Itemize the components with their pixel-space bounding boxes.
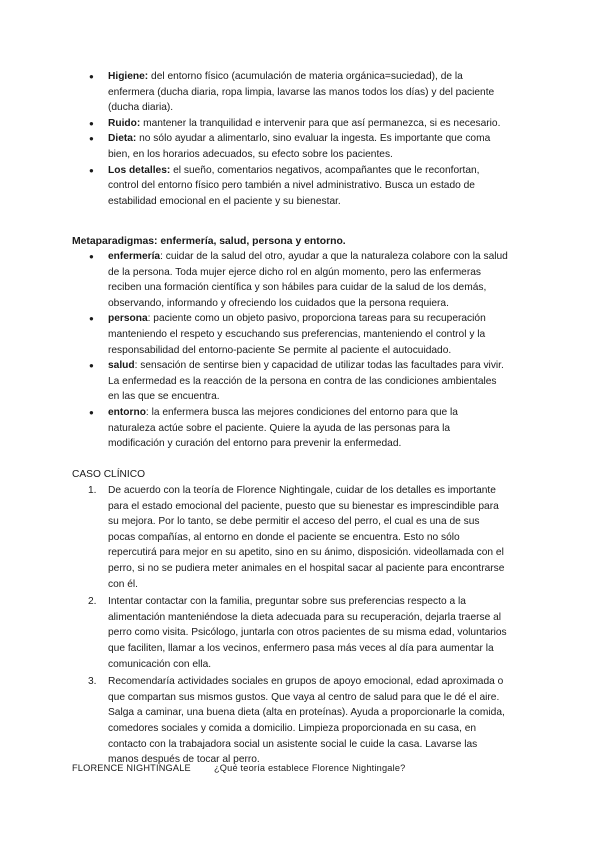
item-text: Recomendaría actividades sociales en grupos de apoyo emocional, edad aproximada o que compartan sus mismos gustos. Que vaya al centro de salud para que le dé el aire. Salga a caminar, una buena dieta (alta en proteínas). Ayuda a proporcionarle la comida, comedores sociales y comida a domicilio. Limpieza proporcionada en su casa, en contacto con la trabajadora social un asistente social le cuide la casa. Lavarse las manos después de tocar al perro. (108, 676, 505, 766)
metaparadigmas-section (0, 249, 600, 452)
entorno-factors-section (0, 69, 600, 209)
list-item-term: enfermería (108, 251, 161, 262)
list-item (0, 163, 600, 210)
caso-clinico-list (0, 483, 600, 770)
list-item (0, 311, 600, 358)
list-item (0, 249, 600, 311)
list-item-term: Los detalles: (108, 164, 171, 176)
list-item-term: persona (108, 313, 148, 325)
list-item-term: Ruido: (108, 117, 141, 129)
metaparadigmas-list (0, 249, 600, 452)
list-item-text: : sensación de sentirse bien y capacidad de utilizar todas las facultades para vivir. La enfermedad es la reacción de la persona en contra de las condiciones ambientales en las que se encuentra. (108, 360, 504, 403)
item-number: 3. (88, 676, 97, 688)
list-item-text: mantener la tranquilidad e intervenir para que así permanezca, si es necesario. (140, 117, 501, 129)
list-item-text: del entorno físico (acumulación de materia orgánica=suciedad), de la enfermera (ducha diaria, ropa limpia, lavarse las manos todos los días) y del paciente (ducha diaria). (108, 71, 495, 114)
list-item-term: entorno (108, 406, 146, 418)
list-item-text: : paciente como un objeto pasivo, proporciona tareas para su recuperación manteniendo el respeto y escuchando sus preferencias, manteniendo el control y la responsabilidad del entorno-paciente Se permite al paciente el autocuidado. (108, 313, 486, 356)
footer-question: ¿Qué teoría establece Florence Nightingale? (214, 763, 406, 773)
item-number: 2. (88, 596, 97, 608)
item-number: 1. (88, 485, 97, 496)
numbered-item (0, 674, 600, 768)
footer-label: FLORENCE NIGHTINGALE (72, 763, 191, 773)
list-item-text: no sólo ayudar a alimentarlo, sino evaluar la ingesta. Es importante que coma bien, en los horarios adecuados, su efecto sobre los pacientes. (108, 133, 491, 160)
numbered-item (0, 483, 600, 592)
list-item-text: : la enfermera busca las mejores condiciones del entorno para que la naturaleza actúe sobre el paciente. Quiere la ayuda de las personas para la modificación y curación del entorno para prevenir la enfermedad. (108, 406, 458, 450)
item-text: De acuerdo con la teoría de Florence Nightingale, cuidar de los detalles es importante para el estado emocional del paciente, puesto que su bienestar es imprescindible para su mejora. Por lo tanto, se debe permitir el acceso del perro, el cual es una de sus pocas compañías, al entorno en donde el paciente se encuentra. Esto no sólo repercutirá para mejor en su apetito, sino en su ánimo, disposición. videollamada con el perro, si no se pudiera meter animales en el hospital sacar al paciente para encontrarse con él. (108, 485, 505, 590)
list-item-term: salud (108, 360, 135, 372)
list-item (0, 405, 600, 452)
footer-line (72, 761, 406, 777)
list-item (0, 358, 600, 405)
list-item-term: Dieta: (108, 133, 137, 145)
item-text: Intentar contactar con la familia, preguntar sobre sus preferencias respecto a la alimentación manteniéndose la dieta adecuada para su recuperación, dejarla traerse al perro como visita. Psicólogo, juntarla con otros pacientes de su misma edad, voluntarios que faciliten, llamar a los vecinos, enfermero pasa más veces al día para aumentar la comunicación con ella. (108, 596, 507, 670)
list-item-term: Higiene: (108, 71, 149, 82)
entorno-factors-list (0, 69, 600, 209)
list-item-text: : cuidar de la salud del otro, ayudar a que la naturaleza colabore con la salud de la persona. Toda mujer ejerce dicho rol en algún momento, pero las enfermeras reciben una formación científica y son hábiles para cuidar de la salud de los demás, observando, informando y ofreciendo los cuidados que la persona requiera. (108, 251, 508, 309)
list-item-text: el sueño, comentarios negativos, acompañantes que le reconfortan, control del entorno físico pero también a nivel administrativo. Busca un estado de estabilidad emocional en el paciente y su bienestar. (108, 164, 480, 207)
list-item (0, 131, 600, 162)
list-item (0, 69, 600, 116)
list-item (0, 116, 600, 132)
metaparadigmas-heading: Metaparadigmas: enfermería, salud, persona y entorno. (72, 236, 346, 247)
numbered-item (0, 594, 600, 672)
caso-clinico-heading: CASO CLÍNICO (72, 469, 146, 480)
